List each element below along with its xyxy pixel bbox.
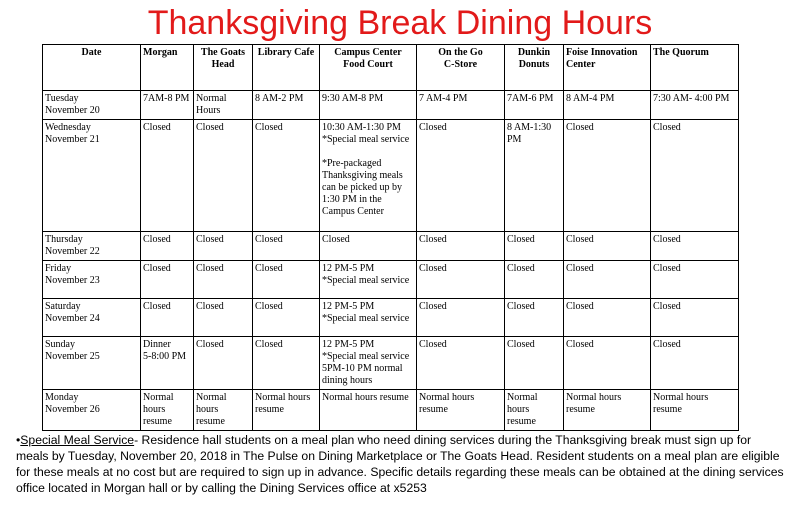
table-cell: Closed xyxy=(417,299,505,337)
table-cell: Closed xyxy=(253,299,320,337)
table-cell: 10:30 AM-1:30 PM *Special meal service *Pre-packaged Thanksgiving meals can be picked up by 1:30 PM in the Campus Center xyxy=(320,120,417,232)
special-meal-note xyxy=(16,432,786,496)
table-cell: Monday November 26 xyxy=(43,390,141,431)
note-body: - Residence hall students on a meal plan who need dining services during the Thanksgiving break must sign up for meals by Tuesday, November 20, 2018 in The Pulse on Dining Marketplace or The Goats Head. Resident students on a meal plan are eligible for these meals at no cost but are required to sign up in advance. Specific details regarding these meals can be obtained at the dining services office located in Morgan hall or by calling the Dining Services office at x5253 xyxy=(16,433,784,495)
table-cell: Closed xyxy=(253,337,320,390)
note-heading: Special Meal Service xyxy=(20,433,135,447)
table-cell: Wednesday November 21 xyxy=(43,120,141,232)
table-row xyxy=(43,337,739,390)
table-cell: Normal hours resume xyxy=(651,390,739,431)
table-cell: Tuesday November 20 xyxy=(43,91,141,120)
header-on-the-go: On the Go C-Store xyxy=(417,45,505,91)
table-cell: Closed xyxy=(651,261,739,299)
table-cell: 12 PM-5 PM *Special meal service 5PM-10 PM normal dining hours xyxy=(320,337,417,390)
table-row xyxy=(43,261,739,299)
table-cell: Closed xyxy=(194,232,253,261)
header-date: Date xyxy=(43,45,141,91)
table-row xyxy=(43,91,739,120)
header-library-cafe: Library Cafe xyxy=(253,45,320,91)
table-cell: Normal hours resume xyxy=(505,390,564,431)
table-cell: Thursday November 22 xyxy=(43,232,141,261)
table-cell: Closed xyxy=(141,232,194,261)
table-cell: Closed xyxy=(651,232,739,261)
header-goats-head: The Goats Head xyxy=(194,45,253,91)
table-cell: 8 AM-4 PM xyxy=(564,91,651,120)
table-cell: Closed xyxy=(651,337,739,390)
table-row xyxy=(43,232,739,261)
header-dunkin: Dunkin Donuts xyxy=(505,45,564,91)
table-cell: Closed xyxy=(141,120,194,232)
table-cell: Closed xyxy=(253,261,320,299)
table-cell: Normal hours resume xyxy=(141,390,194,431)
table-cell: Closed xyxy=(253,232,320,261)
table-cell: Closed xyxy=(651,120,739,232)
table-cell: 7:30 AM- 4:00 PM xyxy=(651,91,739,120)
page-title: Thanksgiving Break Dining Hours xyxy=(147,4,653,42)
table-cell: Closed xyxy=(564,299,651,337)
dining-hours-table xyxy=(42,44,739,431)
table-cell: Closed xyxy=(417,120,505,232)
table-cell: Dinner 5-8:00 PM xyxy=(141,337,194,390)
header-foise: Foise Innovation Center xyxy=(564,45,651,91)
table-row xyxy=(43,390,739,431)
table-cell: Closed xyxy=(505,261,564,299)
table-cell: Saturday November 24 xyxy=(43,299,141,337)
table-cell: Closed xyxy=(194,261,253,299)
table-row xyxy=(43,120,739,232)
table-cell: Normal hours resume xyxy=(253,390,320,431)
table-cell: 7 AM-4 PM xyxy=(417,91,505,120)
table-cell: Closed xyxy=(141,299,194,337)
note-bullet: • xyxy=(16,433,21,447)
table-cell: 7AM-6 PM xyxy=(505,91,564,120)
table-cell: Closed xyxy=(320,232,417,261)
table-cell: Friday November 23 xyxy=(43,261,141,299)
table-row xyxy=(43,299,739,337)
table-cell: Closed xyxy=(253,120,320,232)
header-campus-center: Campus Center Food Court xyxy=(320,45,417,91)
table-cell: Sunday November 25 xyxy=(43,337,141,390)
header-morgan: Morgan xyxy=(141,45,194,91)
table-cell: Closed xyxy=(564,261,651,299)
table-cell: Closed xyxy=(505,299,564,337)
table-cell: Closed xyxy=(194,337,253,390)
table-cell: Closed xyxy=(417,337,505,390)
table-cell: Closed xyxy=(141,261,194,299)
table-cell: Closed xyxy=(651,299,739,337)
table-cell: Closed xyxy=(194,299,253,337)
table-cell: 9:30 AM-8 PM xyxy=(320,91,417,120)
table-cell: Normal hours resume xyxy=(417,390,505,431)
table-cell: Closed xyxy=(194,120,253,232)
table-cell: Closed xyxy=(417,232,505,261)
table-cell: 8 AM-2 PM xyxy=(253,91,320,120)
table-cell: 12 PM-5 PM *Special meal service xyxy=(320,261,417,299)
header-quorum: The Quorum xyxy=(651,45,739,91)
table-cell: Normal Hours xyxy=(194,91,253,120)
table-cell: Normal hours resume xyxy=(194,390,253,431)
table-cell: 12 PM-5 PM *Special meal service xyxy=(320,299,417,337)
table-cell: 7AM-8 PM xyxy=(141,91,194,120)
header-row xyxy=(43,45,739,91)
table-cell: Closed xyxy=(505,232,564,261)
table-cell: 8 AM-1:30 PM xyxy=(505,120,564,232)
table-cell: Normal hours resume xyxy=(320,390,417,431)
table-cell: Closed xyxy=(505,337,564,390)
table-cell: Closed xyxy=(417,261,505,299)
table-cell: Closed xyxy=(564,337,651,390)
table-cell: Normal hours resume xyxy=(564,390,651,431)
table-cell: Closed xyxy=(564,120,651,232)
table-cell: Closed xyxy=(564,232,651,261)
